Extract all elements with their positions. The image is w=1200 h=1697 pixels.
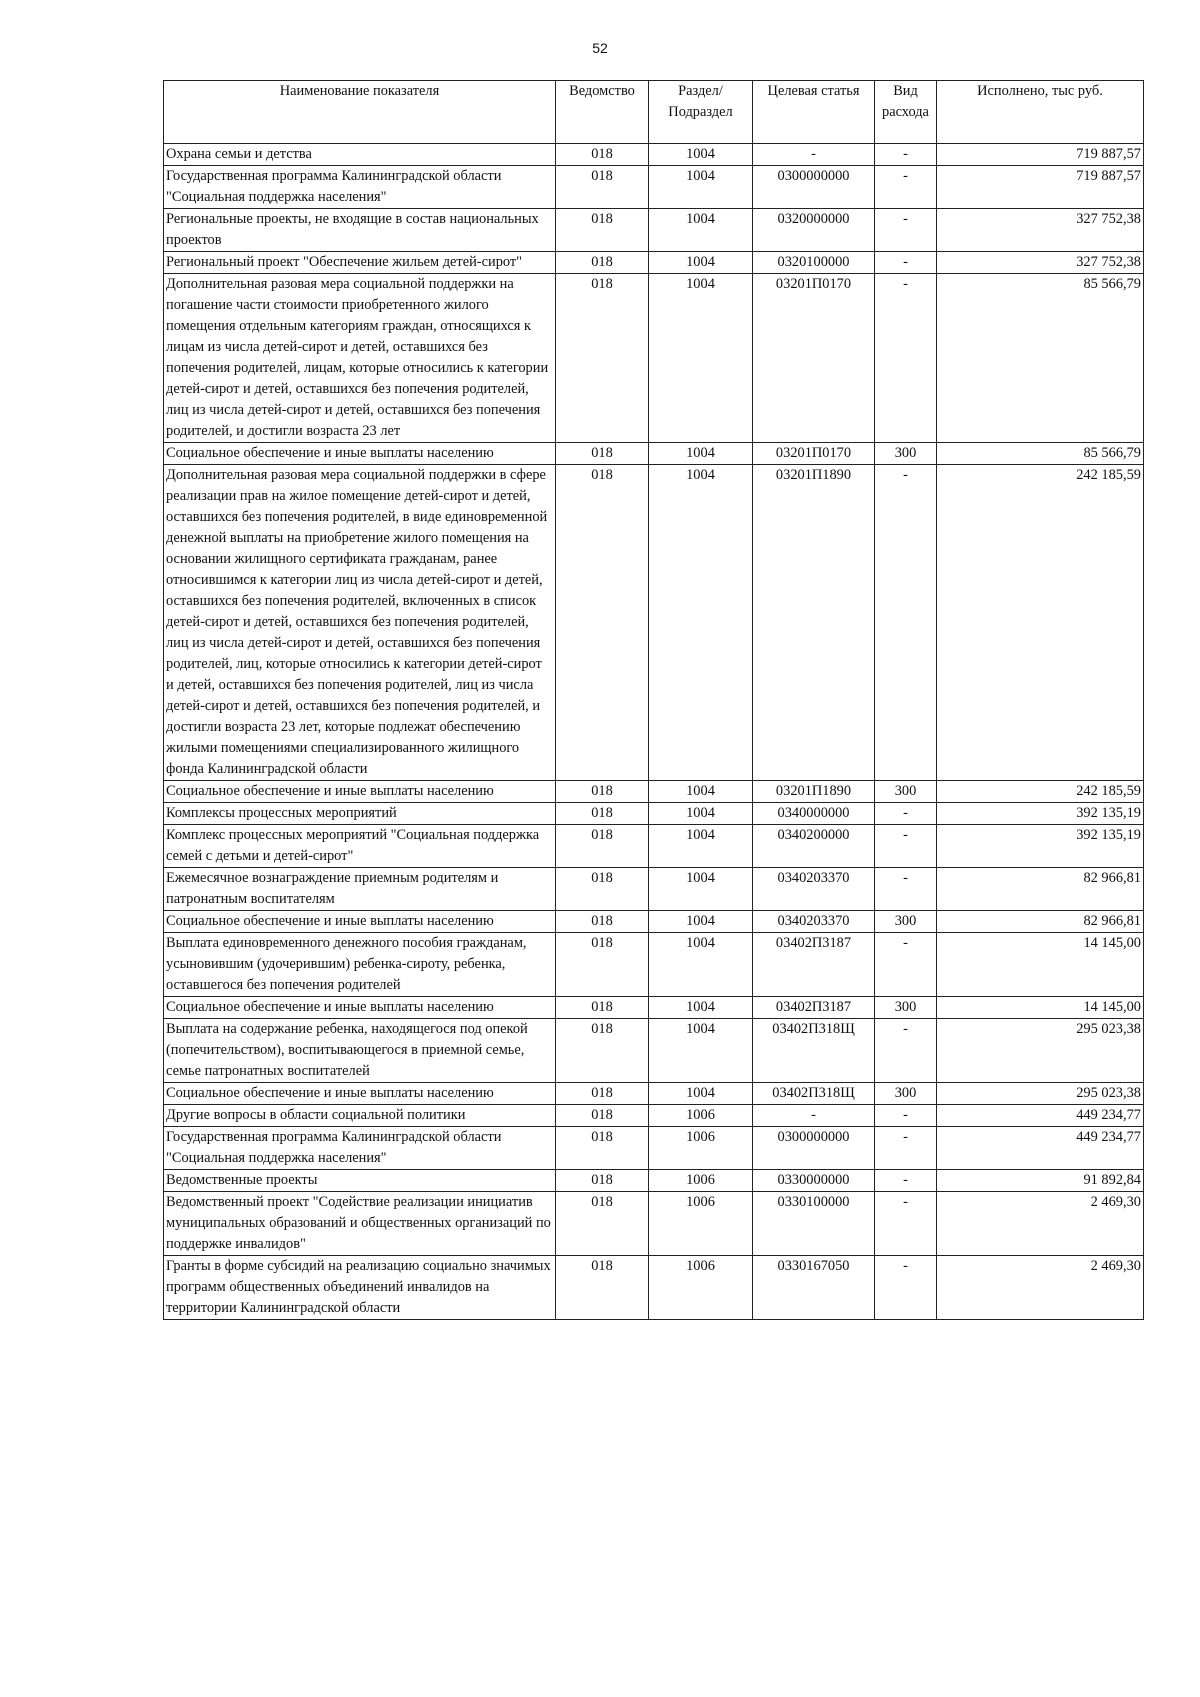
cell-name: Региональные проекты, не входящие в состав национальных проектов [164,209,556,252]
cell-amount: 242 185,59 [937,781,1144,803]
cell-name: Государственная программа Калининградской области "Социальная поддержка населения" [164,166,556,209]
cell-amount: 91 892,84 [937,1170,1144,1192]
cell-dept: 018 [556,997,649,1019]
cell-target: 0330000000 [753,1170,875,1192]
cell-name: Дополнительная разовая мера социальной поддержки на погашение части стоимости приобретенного жилого помещения отдельным категориям граждан, относящихся к лицам из числа детей-сирот и детей, оставшихся без попечения родителей, лицам, которые относились к категории детей-сирот и детей, оставшихся без попечения родителей, лиц из числа детей-сирот и детей, оставшихся без попечения родителей, и достигли возраста 23 лет [164,274,556,443]
table-row [164,144,1144,166]
cell-kind: - [875,1019,937,1083]
cell-dept: 018 [556,144,649,166]
cell-name: Ведомственный проект "Содействие реализации инициатив муниципальных образований и общественных организаций по поддержке инвалидов" [164,1192,556,1256]
cell-kind: 300 [875,997,937,1019]
table-header-row [164,81,1144,144]
table-row [164,911,1144,933]
cell-section: 1004 [649,803,753,825]
cell-dept: 018 [556,465,649,781]
cell-kind: - [875,933,937,997]
table-row [164,1192,1144,1256]
cell-target: 0320000000 [753,209,875,252]
cell-name: Другие вопросы в области социальной политики [164,1105,556,1127]
cell-dept: 018 [556,209,649,252]
cell-amount: 392 135,19 [937,825,1144,868]
cell-name: Социальное обеспечение и иные выплаты населению [164,781,556,803]
cell-name: Комплекс процессных мероприятий "Социальная поддержка семей с детьми и детей-сирот" [164,825,556,868]
cell-kind: - [875,274,937,443]
cell-dept: 018 [556,252,649,274]
cell-kind: 300 [875,781,937,803]
header-amount: Исполнено, тыс руб. [937,81,1144,144]
cell-target: 03402П3187 [753,997,875,1019]
cell-dept: 018 [556,274,649,443]
header-section: Раздел/ Подраздел [649,81,753,144]
cell-dept: 018 [556,443,649,465]
cell-section: 1004 [649,465,753,781]
cell-target: 03402П3187 [753,933,875,997]
cell-name: Социальное обеспечение и иные выплаты населению [164,911,556,933]
cell-target: 0340200000 [753,825,875,868]
cell-name: Выплата на содержание ребенка, находящегося под опекой (попечительством), воспитывающегося в приемной семье, семье патронатных воспитателей [164,1019,556,1083]
cell-dept: 018 [556,933,649,997]
cell-kind: 300 [875,443,937,465]
cell-name: Комплексы процессных мероприятий [164,803,556,825]
cell-name: Охрана семьи и детства [164,144,556,166]
cell-name: Региональный проект "Обеспечение жильем детей-сирот" [164,252,556,274]
cell-name: Социальное обеспечение и иные выплаты населению [164,443,556,465]
table-row [164,1083,1144,1105]
table-row [164,933,1144,997]
cell-kind: - [875,825,937,868]
table-row [164,825,1144,868]
cell-amount: 327 752,38 [937,209,1144,252]
cell-dept: 018 [556,1083,649,1105]
cell-name: Социальное обеспечение и иные выплаты населению [164,997,556,1019]
cell-dept: 018 [556,1256,649,1320]
cell-dept: 018 [556,1170,649,1192]
table-row [164,997,1144,1019]
cell-dept: 018 [556,803,649,825]
cell-amount: 719 887,57 [937,166,1144,209]
cell-section: 1006 [649,1256,753,1320]
cell-kind: - [875,166,937,209]
cell-dept: 018 [556,1019,649,1083]
cell-target: 0330167050 [753,1256,875,1320]
cell-section: 1004 [649,274,753,443]
cell-target: 0340000000 [753,803,875,825]
cell-section: 1004 [649,166,753,209]
cell-target: 03402П318Щ [753,1019,875,1083]
cell-dept: 018 [556,166,649,209]
cell-dept: 018 [556,868,649,911]
cell-amount: 295 023,38 [937,1019,1144,1083]
cell-amount: 242 185,59 [937,465,1144,781]
table-row [164,166,1144,209]
cell-section: 1004 [649,933,753,997]
cell-name: Ежемесячное вознаграждение приемным родителям и патронатным воспитателям [164,868,556,911]
cell-target: - [753,1105,875,1127]
cell-name: Социальное обеспечение и иные выплаты населению [164,1083,556,1105]
cell-section: 1006 [649,1127,753,1170]
cell-target: 03201П0170 [753,274,875,443]
header-target: Целевая статья [753,81,875,144]
header-kind: Вид расхода [875,81,937,144]
cell-section: 1004 [649,781,753,803]
cell-amount: 14 145,00 [937,933,1144,997]
table-row [164,443,1144,465]
cell-section: 1004 [649,997,753,1019]
cell-target: 0300000000 [753,166,875,209]
table-row [164,465,1144,781]
cell-name: Государственная программа Калининградской области "Социальная поддержка населения" [164,1127,556,1170]
cell-kind: - [875,1170,937,1192]
table-row [164,803,1144,825]
table-row [164,1019,1144,1083]
cell-target: 0330100000 [753,1192,875,1256]
cell-section: 1004 [649,868,753,911]
cell-kind: - [875,465,937,781]
cell-amount: 449 234,77 [937,1105,1144,1127]
cell-amount: 2 469,30 [937,1256,1144,1320]
cell-kind: 300 [875,911,937,933]
cell-amount: 719 887,57 [937,144,1144,166]
cell-section: 1004 [649,144,753,166]
cell-amount: 85 566,79 [937,443,1144,465]
cell-kind: - [875,1127,937,1170]
cell-kind: - [875,1105,937,1127]
table-row [164,274,1144,443]
cell-section: 1004 [649,1019,753,1083]
cell-amount: 85 566,79 [937,274,1144,443]
cell-section: 1006 [649,1170,753,1192]
cell-dept: 018 [556,825,649,868]
cell-kind: - [875,1256,937,1320]
cell-target: 0320100000 [753,252,875,274]
cell-target: 03201П1890 [753,781,875,803]
cell-dept: 018 [556,1105,649,1127]
cell-amount: 392 135,19 [937,803,1144,825]
cell-name: Ведомственные проекты [164,1170,556,1192]
cell-amount: 295 023,38 [937,1083,1144,1105]
table-row [164,252,1144,274]
cell-amount: 14 145,00 [937,997,1144,1019]
table-row [164,1127,1144,1170]
table-row [164,1105,1144,1127]
table-row [164,781,1144,803]
cell-dept: 018 [556,1192,649,1256]
cell-amount: 82 966,81 [937,911,1144,933]
page-number: 52 [592,40,608,56]
cell-kind: - [875,252,937,274]
cell-section: 1004 [649,252,753,274]
cell-amount: 327 752,38 [937,252,1144,274]
table-row [164,1256,1144,1320]
cell-kind: - [875,144,937,166]
cell-kind: - [875,1192,937,1256]
cell-target: 0340203370 [753,911,875,933]
cell-dept: 018 [556,781,649,803]
cell-amount: 449 234,77 [937,1127,1144,1170]
cell-section: 1004 [649,911,753,933]
cell-target: 03201П1890 [753,465,875,781]
cell-target: 03201П0170 [753,443,875,465]
cell-section: 1004 [649,1083,753,1105]
cell-section: 1004 [649,443,753,465]
expenditure-table [163,80,1144,1320]
cell-dept: 018 [556,1127,649,1170]
cell-kind: 300 [875,1083,937,1105]
cell-amount: 82 966,81 [937,868,1144,911]
cell-section: 1006 [649,1192,753,1256]
header-dept: Ведомство [556,81,649,144]
header-name: Наименование показателя [164,81,556,144]
cell-target: - [753,144,875,166]
cell-name: Гранты в форме субсидий на реализацию социально значимых программ общественных объединений инвалидов на территории Калининградской области [164,1256,556,1320]
table-row [164,868,1144,911]
cell-kind: - [875,803,937,825]
cell-name: Выплата единовременного денежного пособия гражданам, усыновившим (удочерившим) ребенка-сироту, ребенка, оставшегося без попечения родителей [164,933,556,997]
table-row [164,209,1144,252]
cell-section: 1004 [649,209,753,252]
cell-amount: 2 469,30 [937,1192,1144,1256]
cell-target: 03402П318Щ [753,1083,875,1105]
cell-name: Дополнительная разовая мера социальной поддержки в сфере реализации прав на жилое помещение детей-сирот и детей, оставшихся без попечения родителей, в виде единовременной денежной выплаты на приобретение жилого помещения на основании жилищного сертификата гражданам, ранее относившимся к категории лиц из числа детей-сирот и детей, оставшихся без попечения родителей, включенных в список детей-сирот и детей, оставшихся без попечения родителей, лиц из числа детей-сирот и детей, оставшихся без попечения родителей, лиц, которые относились к категории детей-сирот и детей, оставшихся без попечения родителей, лиц из числа детей-сирот и детей, оставшихся без попечения родителей, и достигли возраста 23 лет, которые подлежат обеспечению жилыми помещениями специализированного жилищного фонда Калининградской области [164,465,556,781]
cell-target: 0300000000 [753,1127,875,1170]
cell-dept: 018 [556,911,649,933]
cell-kind: - [875,868,937,911]
table-row [164,1170,1144,1192]
cell-section: 1006 [649,1105,753,1127]
cell-target: 0340203370 [753,868,875,911]
cell-kind: - [875,209,937,252]
cell-section: 1004 [649,825,753,868]
